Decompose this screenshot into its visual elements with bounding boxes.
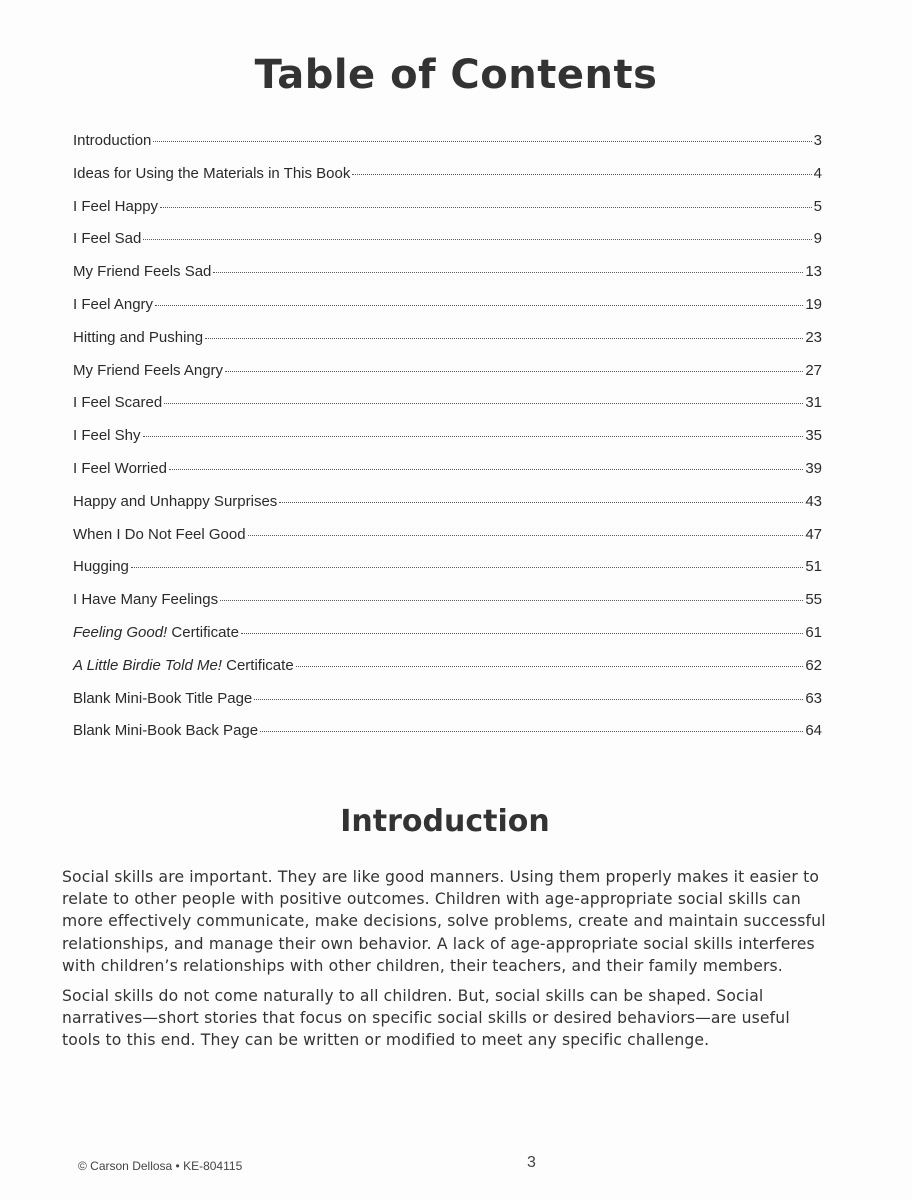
toc-entry-page: 35: [805, 427, 822, 445]
toc-entry-page: 64: [805, 722, 822, 740]
toc-entry-label: [73, 657, 294, 674]
toc-entry-label: Blank Mini-Book Title Page: [73, 689, 253, 707]
toc-entry-label-italic: A Little Birdie Told Me!: [73, 656, 222, 674]
toc-entry-page: 9: [813, 230, 822, 248]
toc-entry-page: 55: [805, 591, 822, 609]
toc-entry-hugging: [73, 558, 822, 591]
toc-entry-page: 23: [805, 328, 822, 346]
toc-entry-page: 47: [805, 525, 822, 543]
toc-entry-label: I Have Many Feelings: [73, 591, 219, 609]
toc-entry-page: 61: [805, 623, 822, 641]
toc-entry-page: 31: [805, 394, 822, 412]
toc-entry-i-feel-sad: [73, 230, 822, 263]
toc-entry-label: Hugging: [73, 558, 129, 576]
toc-entry-label: I Feel Angry: [73, 295, 154, 313]
dot-leader: [296, 666, 804, 667]
toc-entry-label: I Feel Shy: [73, 427, 141, 445]
toc-entry-when-i-do-not-feel-good: [73, 526, 822, 559]
dot-leader: [248, 535, 804, 536]
introduction-paragraph: Social skills are important. They are like good manners. Using them properly makes it easier to relate to other people with positive outcomes. Children with age-appropriate social skills can more effectively communicate, make decisions, solve problems, create and maintain successful relationships, and manage their own behavior. A lack of age-appropriate social skills interferes with children’s relationships with other children, their teachers, and their family members.: [62, 868, 826, 975]
toc-entry-i-feel-scared: [73, 394, 822, 427]
dot-leader: [169, 469, 803, 470]
dot-leader: [143, 239, 811, 240]
toc-entry-label: Introduction: [73, 132, 152, 149]
toc-entry-blank-back-page: [73, 722, 822, 755]
toc-entry-page: 51: [805, 558, 822, 576]
toc-title: Table of Contents: [254, 52, 658, 98]
dot-leader: [213, 272, 803, 273]
introduction-body: [62, 866, 832, 1060]
toc-entry-page: 27: [805, 361, 822, 379]
dot-leader: [220, 600, 803, 601]
toc-entry-feeling-good-certificate: [73, 624, 822, 657]
toc-entry-i-feel-angry: [73, 296, 822, 329]
dot-leader: [352, 174, 811, 175]
toc-entry-label-italic: Feeling Good!: [73, 623, 168, 641]
toc-entry-label-rest: Certificate: [167, 623, 239, 641]
toc-entry-label: Hitting and Pushing: [73, 328, 204, 346]
footer-page-number: 3: [527, 1154, 536, 1171]
toc-entry-label: My Friend Feels Angry: [73, 361, 224, 379]
dot-leader: [143, 436, 804, 437]
toc-entry-page: 19: [805, 295, 822, 313]
toc-entry-little-birdie-certificate: [73, 657, 822, 690]
toc-entry-hitting-and-pushing: [73, 329, 822, 362]
toc-entry-label: Ideas for Using the Materials in This Book: [73, 164, 351, 182]
toc-entry-my-friend-feels-angry: [73, 362, 822, 395]
toc-entry-my-friend-feels-sad: [73, 263, 822, 296]
toc-entry-page: 39: [805, 459, 822, 477]
dot-leader: [241, 633, 803, 634]
toc-entry-label: [73, 624, 239, 641]
toc-entry-label: Blank Mini-Book Back Page: [73, 722, 259, 740]
dot-leader: [153, 141, 811, 142]
toc-entry-page: 3: [813, 132, 822, 149]
toc-entry-page: 13: [805, 263, 822, 281]
toc-entry-page: 5: [813, 197, 822, 215]
toc-entry-label: I Feel Sad: [73, 230, 142, 248]
toc-entry-i-feel-worried: [73, 460, 822, 493]
toc-entry-label: I Feel Worried: [73, 459, 167, 477]
toc-entry-i-feel-shy: [73, 427, 822, 460]
toc-entry-blank-title-page: [73, 690, 822, 723]
toc-entry-happy-and-unhappy-surprises: [73, 493, 822, 526]
dot-leader: [160, 207, 812, 208]
dot-leader: [260, 731, 803, 732]
toc-entry-label: When I Do Not Feel Good: [73, 525, 246, 543]
toc-entry-ideas: [73, 165, 822, 198]
introduction-paragraph: Social skills do not come naturally to all children. But, social skills can be shaped. Social narratives—short stories that focus on specific social skills or desired behaviors—are useful tools to this end. They can be written or modified to meet any specific challenge.: [62, 987, 790, 1050]
toc-entry-label: I Feel Happy: [73, 197, 159, 215]
dot-leader: [205, 338, 803, 339]
toc-entry-label: My Friend Feels Sad: [73, 263, 212, 281]
toc-entry-label: I Feel Scared: [73, 394, 163, 412]
dot-leader: [131, 567, 803, 568]
footer-credit: © Carson Dellosa • KE-804115: [78, 1159, 243, 1173]
toc-entry-i-feel-happy: [73, 198, 822, 231]
introduction-heading: Introduction: [340, 804, 550, 839]
dot-leader: [225, 371, 803, 372]
toc-entry-page: 63: [805, 689, 822, 707]
dot-leader: [155, 305, 803, 306]
toc-entry-label: Happy and Unhappy Surprises: [73, 492, 278, 510]
toc-entry-page: 62: [805, 656, 822, 674]
toc-entry-introduction: [73, 132, 822, 165]
toc-entry-page: 4: [813, 164, 822, 182]
toc-list: [73, 132, 822, 755]
toc-entry-label-rest: Certificate: [221, 656, 294, 674]
dot-leader: [254, 699, 803, 700]
toc-entry-i-have-many-feelings: [73, 591, 822, 624]
toc-entry-page: 43: [805, 492, 822, 510]
dot-leader: [279, 502, 803, 503]
dot-leader: [164, 403, 803, 404]
